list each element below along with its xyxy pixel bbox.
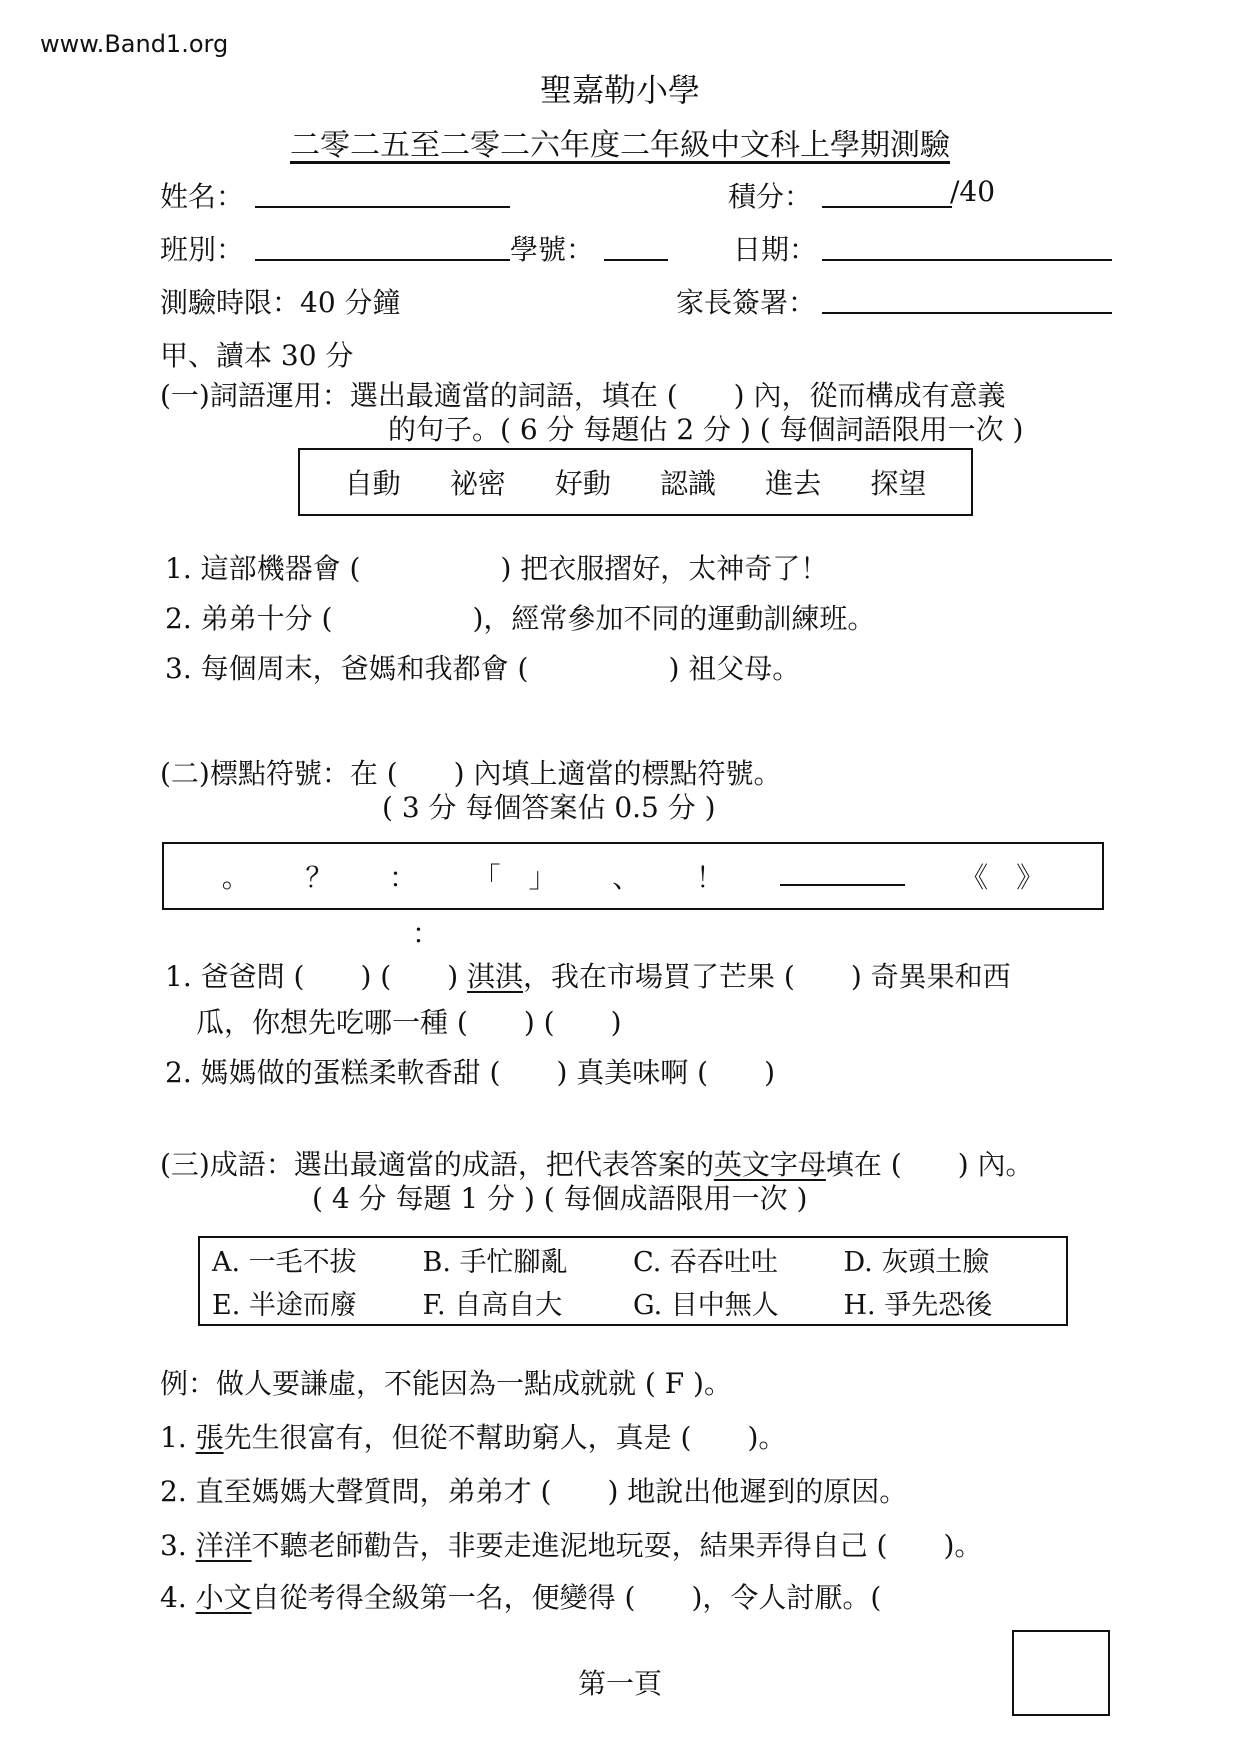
time-limit: 測驗時限：40 分鐘 xyxy=(160,286,401,319)
dash-mark xyxy=(780,866,905,886)
part3-question-3 xyxy=(160,1524,982,1564)
idiom-box xyxy=(198,1236,1068,1326)
part3-title-line2: ( 4 分 每題 1 分 ) ( 每個成語限用一次 ) xyxy=(312,1182,808,1215)
name-blank[interactable] xyxy=(255,206,510,208)
part3-question-1 xyxy=(160,1416,786,1456)
punctuation-mark: 。 xyxy=(221,861,250,894)
name-label: 姓名： xyxy=(160,180,245,213)
part2-title-line2: ( 3 分 每個答案佔 0.5 分 ) xyxy=(382,791,716,824)
punctuation-mark: 「 」 xyxy=(472,861,557,894)
punctuation-mark: 《 》 xyxy=(960,861,1045,894)
part3-question-2: 2. 直至媽媽大聲質問，弟弟才 ( ) 地說出他遲到的原因。 xyxy=(160,1475,908,1508)
part3-title-text-a: (三)成語：選出最適當的成語，把代表答案的 xyxy=(160,1148,714,1181)
school-name: 聖嘉勒小學 xyxy=(539,71,700,109)
parent-signature-label: 家長簽署： xyxy=(676,286,817,319)
score-blank[interactable] xyxy=(822,206,952,208)
part1-title-line1: (一)詞語運用：選出最適當的詞語，填在 ( ) 內，從而構成有意義 xyxy=(160,379,1006,412)
part3-q1-rest: 先生很富有，但從不幫助窮人，真是 ( )。 xyxy=(223,1421,787,1454)
page-score-box[interactable] xyxy=(1012,1630,1110,1716)
part3-q4-name: 小文 xyxy=(195,1581,252,1614)
part3-example: 例：做人要謙虛，不能因為一點成就就 ( F )。 xyxy=(160,1367,732,1400)
part3-q4-rest: 自從考得全級第一名，便變得 ( )，令人討厭。( xyxy=(251,1581,882,1614)
page-label: 第一頁 xyxy=(577,1667,662,1700)
part2-q1-name: 淇淇 xyxy=(467,960,524,993)
idiom-option: A. 一毛不拔 xyxy=(212,1247,357,1278)
idiom-option: E. 半途而廢 xyxy=(212,1290,357,1321)
punctuation-box xyxy=(162,842,1104,910)
part2-question-1-line2: 瓜，你想先吃哪一種 ( ) ( ) xyxy=(196,1006,622,1039)
student-no-label: 學號： xyxy=(510,233,595,266)
part2-q1-text-b: ，我在市場買了芒果 ( ) 奇異果和西 xyxy=(523,960,1011,993)
class-label: 班別： xyxy=(160,233,245,266)
part1-question-3: 3. 每個周末，爸媽和我都會 ( ) 祖父母。 xyxy=(165,652,801,685)
word-bank-item: 好動 xyxy=(554,467,611,500)
part2-q1-text-a: 1. 爸爸問 ( ) ( ) xyxy=(165,960,468,993)
part3-title-text-b: 填在 ( ) 內。 xyxy=(825,1148,1034,1181)
word-bank-item: 自動 xyxy=(344,467,401,500)
part1-title-line2: 的句子。( 6 分 每題佔 2 分 ) ( 每個詞語限用一次 ) xyxy=(388,413,1024,446)
punctuation-mark: 、 xyxy=(612,861,641,894)
part2-question-2: 2. 媽媽做的蛋糕柔軟香甜 ( ) 真美味啊 ( ) xyxy=(165,1056,776,1089)
exam-title: 二零二五至二零二六年度二年級中文科上學期測驗 xyxy=(290,128,950,163)
score-label: 積分： xyxy=(728,180,813,213)
part2-question-1-line1 xyxy=(165,955,1011,995)
part3-q3-num: 3. xyxy=(160,1529,196,1562)
watermark: www.Band1.org xyxy=(40,30,229,58)
part3-q1-num: 1. xyxy=(160,1421,196,1454)
part1-question-2: 2. 弟弟十分 ( )，經常參加不同的運動訓練班。 xyxy=(165,602,876,635)
date-blank[interactable] xyxy=(822,259,1112,261)
idiom-option: G. 目中無人 xyxy=(633,1290,779,1321)
part3-question-4 xyxy=(160,1576,881,1616)
part3-q3-rest: 不聽老師勸告，非要走進泥地玩耍，結果弄得自己 ( )。 xyxy=(251,1529,983,1562)
idiom-option: D. 灰頭土臉 xyxy=(843,1247,990,1278)
part2-title-line1: (二)標點符號：在 ( ) 內填上適當的標點符號。 xyxy=(160,757,782,790)
date-label: 日期： xyxy=(733,233,818,266)
section-a-title: 甲、讀本 30 分 xyxy=(160,339,354,372)
part1-question-1: 1. 這部機器會 ( ) 把衣服摺好，太神奇了！ xyxy=(165,552,829,585)
word-bank-item: 認識 xyxy=(660,467,717,500)
punctuation-mark: ？ xyxy=(305,861,334,894)
punctuation-mark: ： xyxy=(389,861,418,894)
idiom-option: C. 吞吞吐吐 xyxy=(633,1247,778,1278)
word-bank-item: 探望 xyxy=(870,467,927,500)
student-no-blank[interactable] xyxy=(604,259,668,261)
word-bank-item: 進去 xyxy=(765,467,822,500)
idiom-option: H. 爭先恐後 xyxy=(843,1290,993,1321)
word-bank-item: 祕密 xyxy=(449,467,506,500)
class-blank[interactable] xyxy=(255,259,510,261)
part3-q4-num: 4. xyxy=(160,1581,196,1614)
word-bank-box xyxy=(298,448,973,516)
punctuation-mark: ！ xyxy=(695,861,724,894)
part3-title-underlined: 英文字母 xyxy=(713,1148,826,1181)
stray-colon-mark: ： xyxy=(412,917,441,950)
score-total: /40 xyxy=(950,175,996,208)
idiom-option: F. 自高自大 xyxy=(422,1290,563,1321)
idiom-option: B. 手忙腳亂 xyxy=(422,1247,568,1278)
part3-q1-name: 張 xyxy=(195,1421,224,1454)
parent-signature-blank[interactable] xyxy=(822,312,1112,314)
part3-q3-name: 洋洋 xyxy=(195,1529,252,1562)
